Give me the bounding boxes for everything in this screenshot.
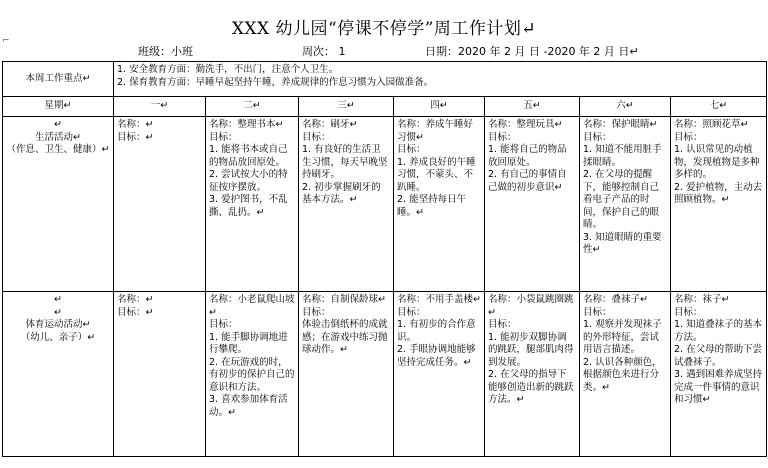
activity-goal-item: 3. 遇到困难养成坚持完成一件事情的意识和习惯↵: [674, 369, 763, 405]
activity-goal-label: 目标：: [302, 306, 331, 318]
activity-goal-item: 2. 在父母的指导下能够创造出新的跳跃方法。↵: [488, 369, 574, 405]
sport-cell-day-1: [114, 292, 206, 457]
activity-goal-item: 2. 认识各种颜色，根据颜色来进行分类。↵: [583, 356, 662, 393]
activity-name: 名称：刷牙↵: [302, 119, 358, 130]
header-day-5: 五↵: [485, 97, 580, 117]
focus-line: 2. 保育教育方面：早睡早起坚持午睡，养成规律的作息习惯为入园做准备。: [117, 76, 434, 88]
sport-row: [3, 292, 767, 457]
activity-goal-label: 目标：: [397, 306, 426, 318]
row-label-line: 生活活动↵: [35, 131, 81, 143]
sport-cell-day-5: [485, 292, 580, 457]
meta-row: [0, 43, 768, 59]
life-cell-day-5: [485, 117, 580, 292]
sport-row-label: [3, 292, 114, 457]
class-label: 班级：小班: [138, 45, 193, 58]
life-cell-day-7: [671, 117, 767, 292]
activity-goal-label: 目标：↵: [117, 306, 154, 318]
header-day-7: 七↵: [671, 97, 767, 117]
activity-goal-item: 1. 能将自己的物品放回原处。: [488, 144, 567, 168]
activity-goal-label: 目标：: [488, 131, 517, 143]
activity-goal-item: 2. 在父母的帮助下尝试叠袜子。: [674, 344, 763, 368]
activity-name: 名称：袜子↵: [674, 294, 730, 305]
date-label: 日期：2020 年 2 月 日 -2020 年 2 月 日↵: [425, 45, 639, 58]
life-cell-day-3: [299, 117, 394, 292]
activity-goal-item: 1. 能将书本或自己的物品放回原处。: [209, 144, 288, 168]
activity-name: 名称：整理玩具↵: [488, 119, 563, 130]
activity-goal-item: 1. 知道不能用脏手揉眼睛。: [583, 144, 662, 168]
sport-cell-day-2: [206, 292, 299, 457]
activity-goal-item: 1. 观察并发现袜子的外形特征，尝试用语言描述。: [583, 319, 662, 355]
header-row: [3, 97, 767, 117]
activity-goal-item: 2. 尝试按大小的特征按序摆放。: [209, 169, 288, 193]
row-label-line: ↵: [54, 294, 62, 305]
activity-name: 名称：保护眼睛↵: [583, 119, 658, 130]
sport-cell-day-6: [580, 292, 671, 457]
page-corner-mark: ⌐: [2, 36, 10, 46]
activity-goal-label: 目标：: [674, 306, 703, 318]
life-cell-day-2: [206, 117, 299, 292]
activity-goal-label: 目标：: [674, 131, 703, 143]
activity-goal-item: 3. 爱护图书，不乱撕、乱扔。↵: [209, 194, 288, 218]
activity-goal-item: 1. 养成良好的午睡习惯，不蒙头、不趴睡。: [397, 156, 476, 193]
life-cell-day-1: [114, 117, 206, 292]
activity-name: 名称：↵: [117, 294, 154, 305]
activity-goal-item: 体验击倒纸杯的成就感；在游戏中练习抛球动作。↵: [302, 319, 388, 355]
row-label-line: （作息、卫生、健康）↵: [6, 144, 110, 155]
activity-name: 名称：小袋鼠跳圈跳↵: [488, 294, 574, 318]
week-label: 周次： 1: [302, 45, 346, 58]
activity-goal-label: 目标：↵: [117, 131, 154, 143]
sport-cell-day-7: [671, 292, 767, 457]
activity-goal-item: 1. 认识常见的动植物，发现植物是多种多样的。: [674, 144, 760, 180]
activity-goal-item: 2. 在父母的提醒下，能够控制自己看电子产品的时间，保护自己的眼睛。: [583, 169, 660, 230]
activity-goal-item: 2. 在玩游戏的时，有初步的保护自己的意识和方法。: [209, 356, 295, 393]
activity-goal-item: 1. 有良好的生活卫生习惯，每天早晚坚持刷牙。: [302, 144, 388, 180]
sport-cell-day-4: [394, 292, 485, 457]
activity-goal-item: 2. 能坚持每日午睡。↵: [397, 194, 467, 218]
activity-goal-label: 目标：: [209, 131, 238, 143]
life-cell-day-4: [394, 117, 485, 292]
row-label-line: ↵: [54, 306, 62, 318]
activity-name: 名称：整理书本↵: [209, 119, 284, 130]
activity-goal-label: 目标：: [302, 131, 331, 143]
header-day-2: 二↵: [206, 97, 299, 117]
activity-goal-item: 2. 手眼协调地能够坚持完成任务。↵: [397, 344, 476, 368]
sport-cell-day-3: [299, 292, 394, 457]
activity-goal-item: 2. 初步掌握刷牙的基本方法。↵: [302, 181, 381, 205]
focus-content: [114, 62, 767, 97]
activity-goal-label: 目标：: [209, 319, 238, 330]
row-label-line: ↵: [54, 119, 62, 130]
row-label-line: 体育运动活动↵: [25, 319, 91, 330]
header-day-4: 四↵: [394, 97, 485, 117]
activity-goal-label: 目标：: [583, 306, 612, 318]
row-label-line: （幼儿、亲子）↵: [20, 331, 96, 343]
header-day-6: 六↵: [580, 97, 671, 117]
plan-table: [2, 61, 767, 457]
activity-goal-label: 目标：: [397, 144, 426, 155]
activity-name: 名称：自制保龄球↵: [302, 294, 386, 305]
activity-name: 名称：照顾花草↵: [674, 119, 749, 130]
life-row: [3, 117, 767, 292]
focus-row: [3, 62, 767, 97]
life-row-label: [3, 117, 114, 292]
activity-name: 名称：叠袜子↵: [583, 294, 648, 305]
header-weekday: 星期↵: [3, 97, 114, 117]
activity-name: 名称：↵: [117, 119, 154, 130]
activity-goal-item: 2. 爱护植物，主动去照顾植物。↵: [674, 181, 763, 205]
activity-goal-label: 目标：: [488, 319, 517, 330]
activity-goal-item: 1. 能初步双脚协调的跳跃，腿部肌肉得到发展。: [488, 331, 574, 368]
activity-goal-label: 目标：: [583, 131, 612, 143]
focus-label: 本周工作重点↵: [3, 62, 114, 97]
activity-name: 名称：养成午睡好习惯↵: [397, 119, 474, 143]
activity-goal-item: 2. 有自己的事情自己做的初步意识↵: [488, 169, 567, 193]
activity-name: 名称：小老鼠爬山坡↵: [209, 294, 295, 318]
focus-line: 1. 安全教育方面：勤洗手，不出门，注意个人卫生。: [117, 64, 339, 75]
activity-name: 名称：不用手盖楼↵: [397, 294, 481, 305]
activity-goal-item: 3. 喜欢参加体育活动。↵: [209, 394, 288, 418]
activity-goal-item: 1. 能手脚协调地进行攀爬。: [209, 331, 288, 355]
header-day-1: 一↵: [114, 97, 206, 117]
activity-goal-item: 3. 知道眼睛的重要性↵: [583, 231, 662, 255]
life-cell-day-6: [580, 117, 671, 292]
page-title: XXX 幼儿园“停课不停学”周工作计划↵: [231, 19, 537, 39]
activity-goal-item: 1. 知道叠袜子的基本方法。: [674, 319, 763, 343]
header-day-3: 三↵: [299, 97, 394, 117]
activity-goal-item: 1. 有初步的合作意识。: [397, 319, 476, 343]
